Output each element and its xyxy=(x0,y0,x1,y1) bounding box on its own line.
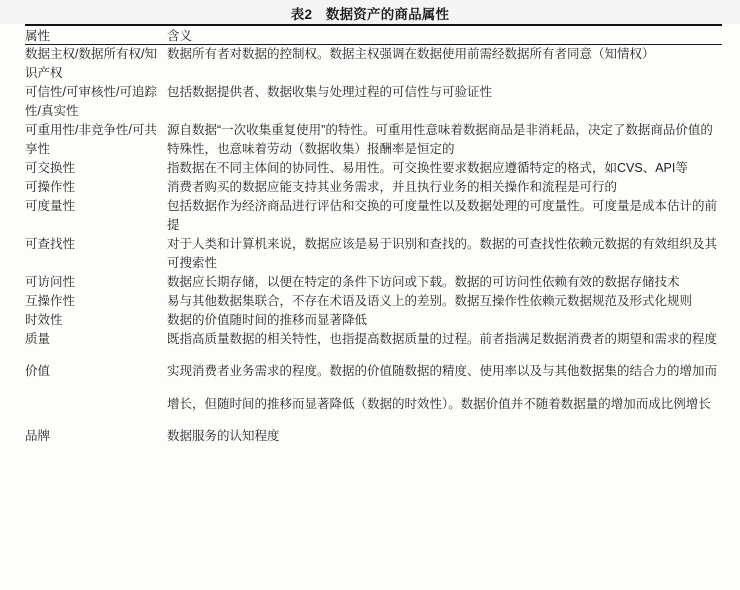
cell-meaning: 数据所有者对数据的控制权。数据主权强调在数据使用前需经数据所有者同意（知情权） xyxy=(167,47,655,61)
table-row xyxy=(25,178,722,197)
cell-attribute: 可度量性 xyxy=(25,199,76,213)
table-row xyxy=(25,311,722,330)
table-row xyxy=(25,349,722,427)
cell-attribute: 可操作性 xyxy=(25,180,76,194)
cell-attribute: 互操作性 xyxy=(25,294,76,308)
cell-meaning: 数据的价值随时间的推移而显著降低 xyxy=(167,313,368,327)
cell-attribute: 可交换性 xyxy=(25,161,76,175)
cell-meaning: 实现消费者业务需求的程度。数据的价值随数据的精度、使用率以及与其他数据集的结合力的增加而增长，但随时间的推移而显著降低（数据的时效性）。数据价值并不随着数据量的增加而成比例增长 xyxy=(167,364,718,411)
cell-attribute: 可重用性/非竞争性/可共享性 xyxy=(25,123,157,156)
table-title: 表2 数据资产的商品属性 xyxy=(290,7,450,22)
header-row xyxy=(25,26,722,44)
cell-meaning: 包括数据提供者、数据收集与处理过程的可信性与可验证性 xyxy=(167,85,493,99)
cell-meaning: 包括数据作为经济商品进行评估和交换的可度量性以及数据处理的可度量性。可度量是成本估计的前提 xyxy=(167,199,718,232)
table-row xyxy=(25,427,722,446)
cell-attribute: 时效性 xyxy=(25,313,63,327)
table-body xyxy=(25,45,722,446)
cell-meaning: 数据应长期存储，以便在特定的条件下访问或下载。数据的可访问性依赖有效的数据存储技术 xyxy=(167,275,680,289)
table-row xyxy=(25,197,722,235)
table-row xyxy=(25,83,722,121)
cell-meaning: 源自数据“一次收集重复使用”的特性。可重用性意味着数据商品是非消耗品，决定了数据商品价值的特殊性，也意味着劳动（数据收集）报酬率是恒定的 xyxy=(167,123,713,156)
table-row xyxy=(25,292,722,311)
cell-meaning: 既指高质量数据的相关特性，也指提高数据质量的过程。前者指满足数据消费者的期望和需求的程度 xyxy=(167,332,718,346)
cell-meaning: 数据服务的认知程度 xyxy=(167,429,280,443)
column-header-meaning: 含义 xyxy=(167,29,193,43)
table-row xyxy=(25,273,722,292)
table-row xyxy=(25,159,722,178)
table-row xyxy=(25,235,722,273)
table-header xyxy=(25,26,722,44)
cell-meaning: 指数据在不同主体间的协同性、易用性。可交换性要求数据应遵循特定的格式，如CVS、API等 xyxy=(167,161,688,175)
cell-attribute: 品牌 xyxy=(25,429,51,443)
table-container xyxy=(25,24,722,446)
cell-attribute: 可查找性 xyxy=(25,237,76,251)
cell-attribute: 可信性/可审核性/可追踪性/真实性 xyxy=(25,85,157,118)
cell-attribute: 数据主权/数据所有权/知识产权 xyxy=(25,47,157,80)
cell-meaning: 易与其他数据集联合，不存在术语及语义上的差别。数据互操作性依赖元数据规范及形式化规则 xyxy=(167,294,693,308)
table-row xyxy=(25,121,722,159)
cell-attribute: 价值 xyxy=(25,364,51,378)
table-row xyxy=(25,45,722,83)
column-header-attribute: 属性 xyxy=(25,29,51,43)
cell-attribute: 质量 xyxy=(25,332,51,346)
cell-meaning: 消费者购买的数据应能支持其业务需求，并且执行业务的相关操作和流程是可行的 xyxy=(167,180,618,194)
cell-meaning: 对于人类和计算机来说，数据应该是易于识别和查找的。数据的可查找性依赖元数据的有效组织及其可搜索性 xyxy=(167,237,718,270)
cell-attribute: 可访问性 xyxy=(25,275,76,289)
table-row xyxy=(25,330,722,349)
